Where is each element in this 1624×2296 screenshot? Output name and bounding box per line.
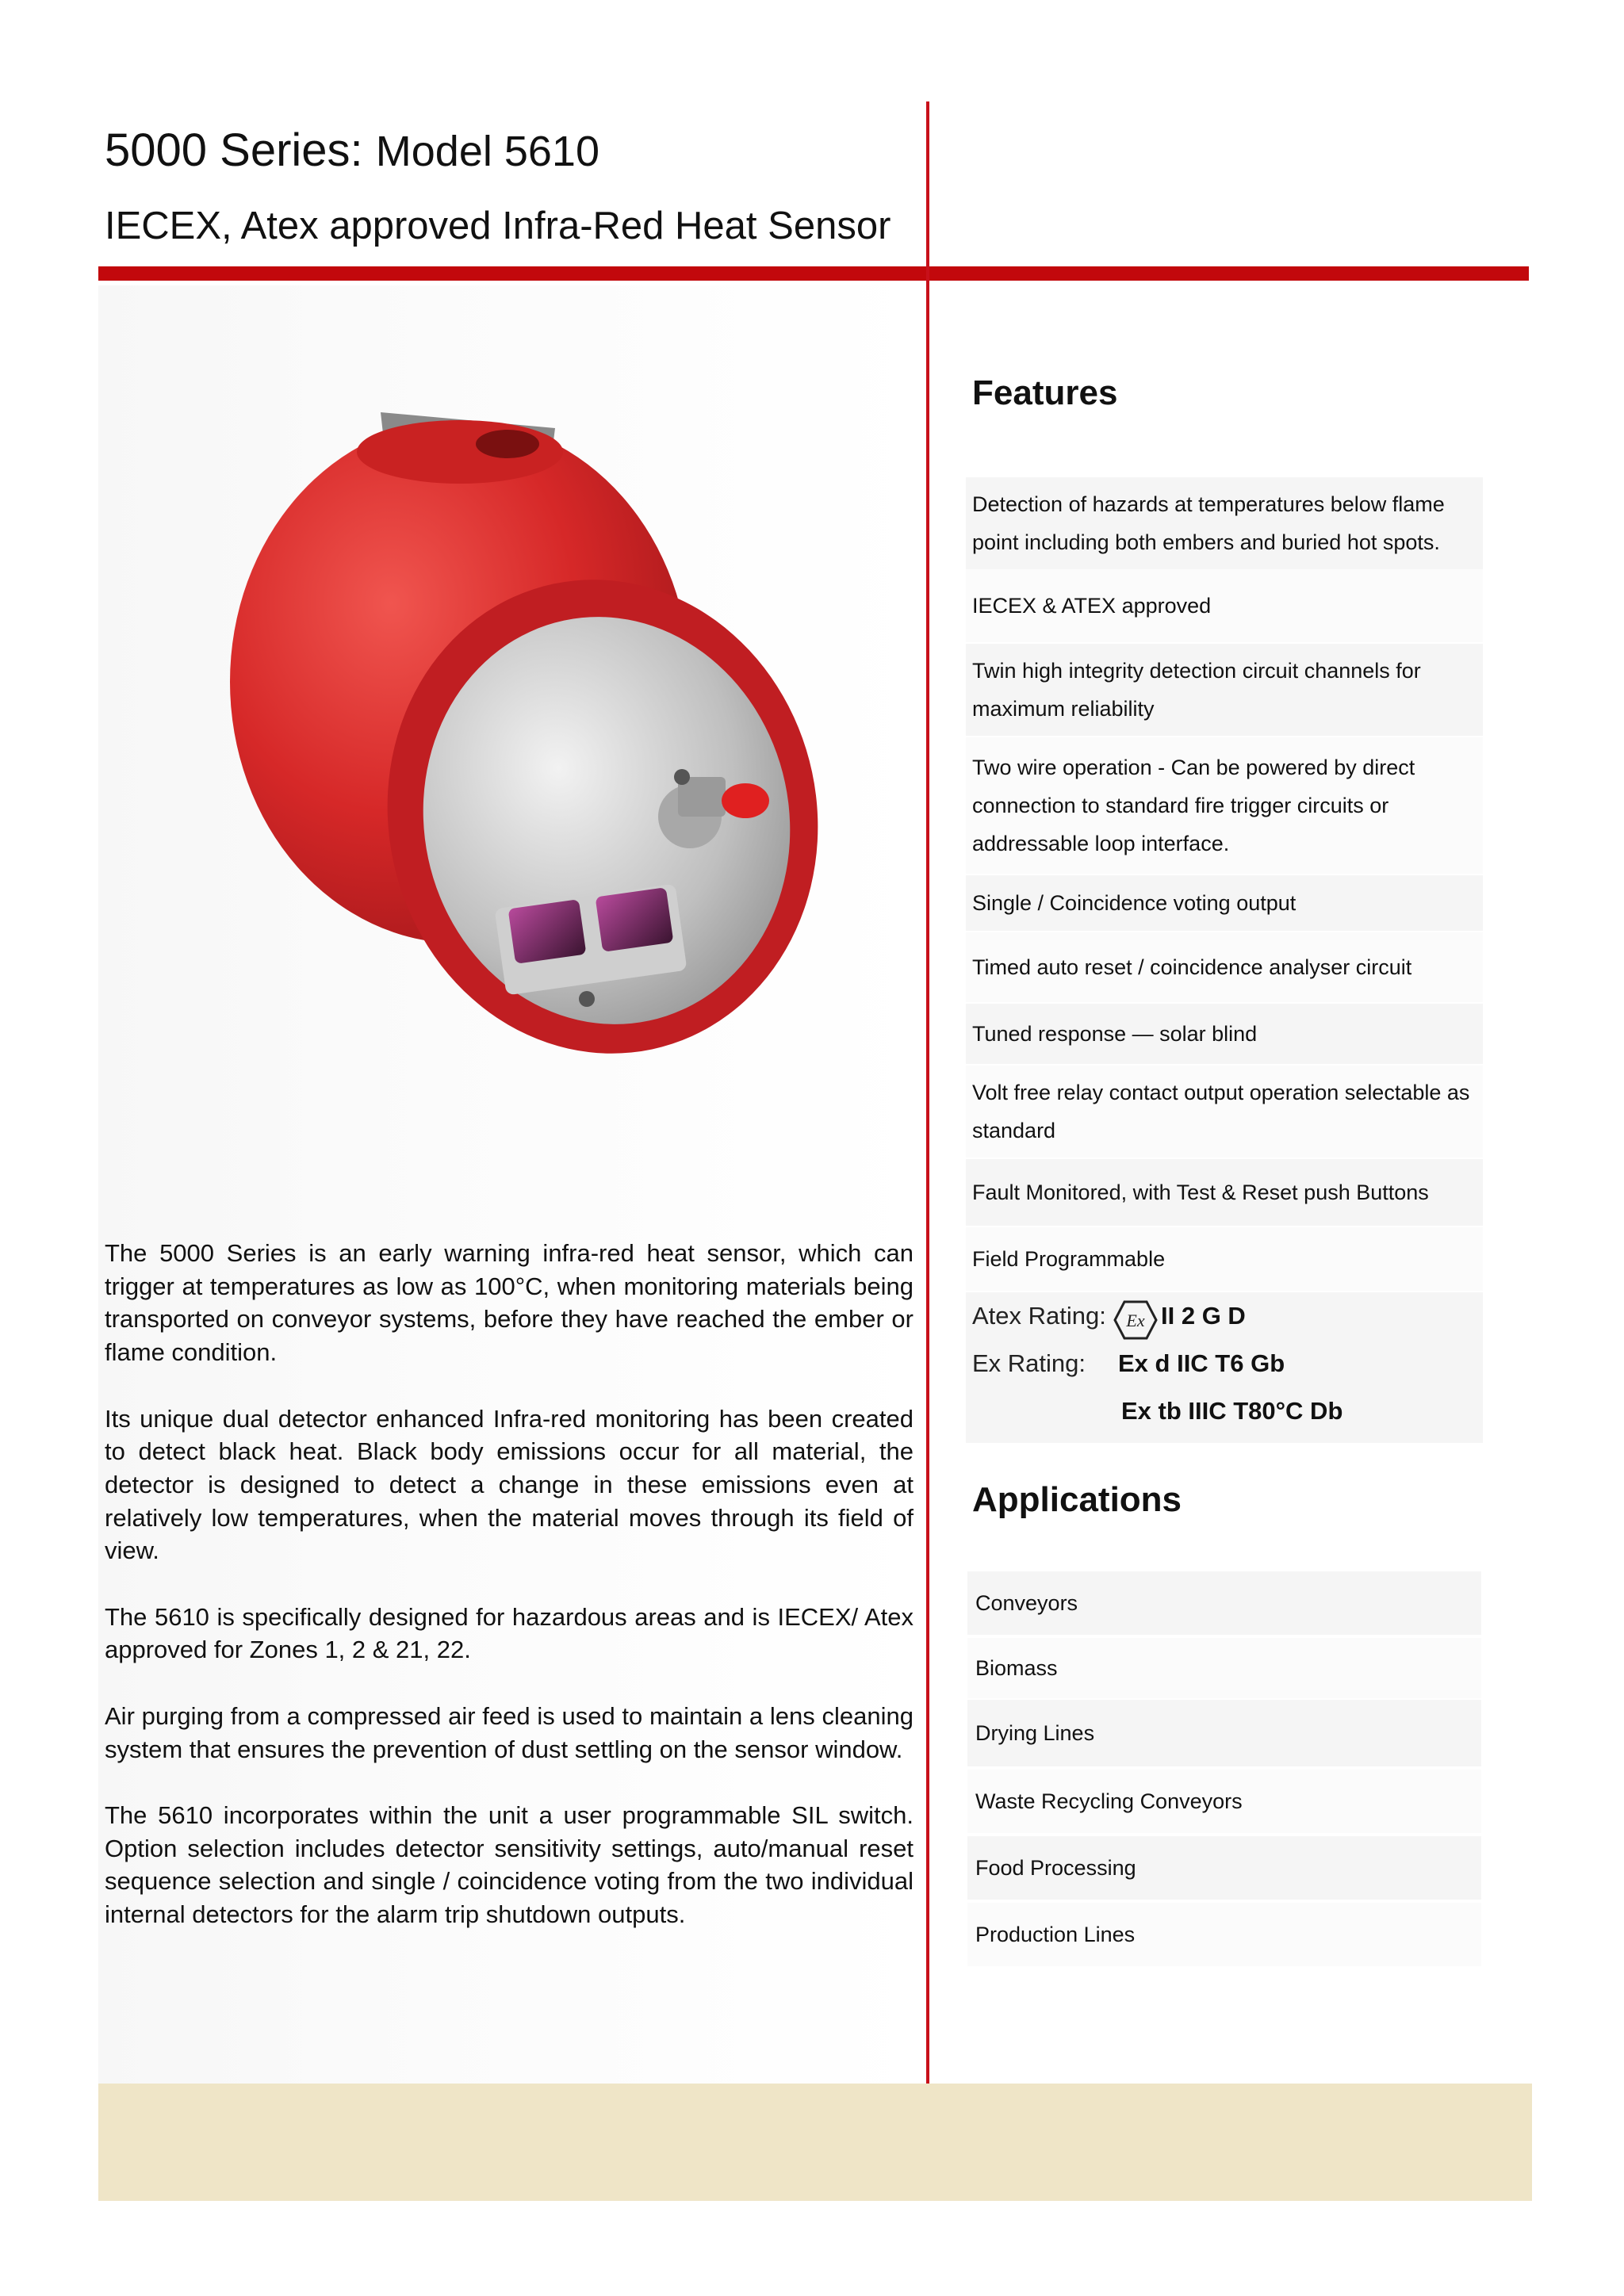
feature-item: Fault Monitored, with Test & Reset push Buttons [966, 1159, 1483, 1226]
description-paragraph: The 5610 incorporates within the unit a user programmable SIL switch. Option selection includes detector sensitivity settings, auto/manual reset sequence selection and single / coincidence voting from the two individual internal detectors for the alarm trip shutdown outputs. [105, 1800, 914, 1928]
page-title [105, 119, 599, 183]
page-subtitle: IECEX, Atex approved Infra-Red Heat Sensor [105, 205, 891, 247]
application-item: Food Processing [967, 1836, 1481, 1900]
application-item: Production Lines [967, 1903, 1481, 1966]
ex-rating-label: Ex Rating: [972, 1349, 1086, 1377]
atex-rating-value: II 2 G D [1161, 1302, 1246, 1330]
ex-hexagon-icon [1113, 1300, 1158, 1340]
feature-item: Detection of hazards at temperatures below flame point including both embers and buried hot spots. [966, 477, 1483, 569]
feature-item: Field Programmable [966, 1227, 1483, 1291]
series-title: 5000 Series: [105, 124, 363, 176]
title-rule [98, 266, 1529, 281]
application-item: Conveyors [967, 1571, 1481, 1635]
application-item: Biomass [967, 1638, 1481, 1698]
ex-rating-value-1: Ex d IIC T6 Gb [1118, 1349, 1285, 1377]
ratings-box [966, 1292, 1483, 1443]
description-paragraph: The 5000 Series is an early warning infra-red heat sensor, which can trigger at temperatures as low as 100°C, when monitoring materials being transported on conveyor systems, before they have reached the ember or flame condition. [105, 1239, 914, 1367]
feature-item: Twin high integrity detection circuit channels for maximum reliability [966, 644, 1483, 736]
feature-item: Two wire operation - Can be powered by direct connection to standard fire trigger circuits or addressable loop interface. [966, 737, 1483, 874]
product-photo [198, 396, 848, 1078]
feature-item: Single / Coincidence voting output [966, 875, 1483, 931]
feature-item: Timed auto reset / coincidence analyser circuit [966, 932, 1483, 1002]
feature-item: IECEX & ATEX approved [966, 569, 1483, 642]
column-divider [926, 101, 929, 2201]
description-paragraph: The 5610 is specifically designed for hazardous areas and is IECEX/ Atex approved for Zones 1, 2 & 21, 22. [105, 1602, 914, 1664]
ex-rating-value-2: Ex tb IIIC T80°C Db [1121, 1397, 1343, 1425]
features-heading: Features [972, 373, 1118, 412]
description-paragraph: Its unique dual detector enhanced Infra-red monitoring has been created to detect black heat. Black body emissions occur for all material, the detector is designed to detect a change in these emissions even at relatively low temperatures, when the material moves through its field of view. [105, 1404, 914, 1565]
application-item: Drying Lines [967, 1700, 1481, 1766]
description-paragraph: Air purging from a compressed air feed is used to maintain a lens cleaning system that ensures the prevention of dust settling on the sensor window. [105, 1701, 914, 1763]
model-title: Model 5610 [375, 128, 599, 175]
svg-text:Ex: Ex [1126, 1311, 1145, 1330]
applications-heading: Applications [972, 1480, 1182, 1519]
atex-rating-label: Atex Rating: [972, 1302, 1106, 1330]
feature-item: Tuned response — solar blind [966, 1004, 1483, 1064]
footer-band [98, 2084, 1532, 2201]
feature-item: Volt free relay contact output operation selectable as standard [966, 1066, 1483, 1158]
product-description [105, 1237, 914, 1964]
application-item: Waste Recycling Conveyors [967, 1770, 1481, 1833]
